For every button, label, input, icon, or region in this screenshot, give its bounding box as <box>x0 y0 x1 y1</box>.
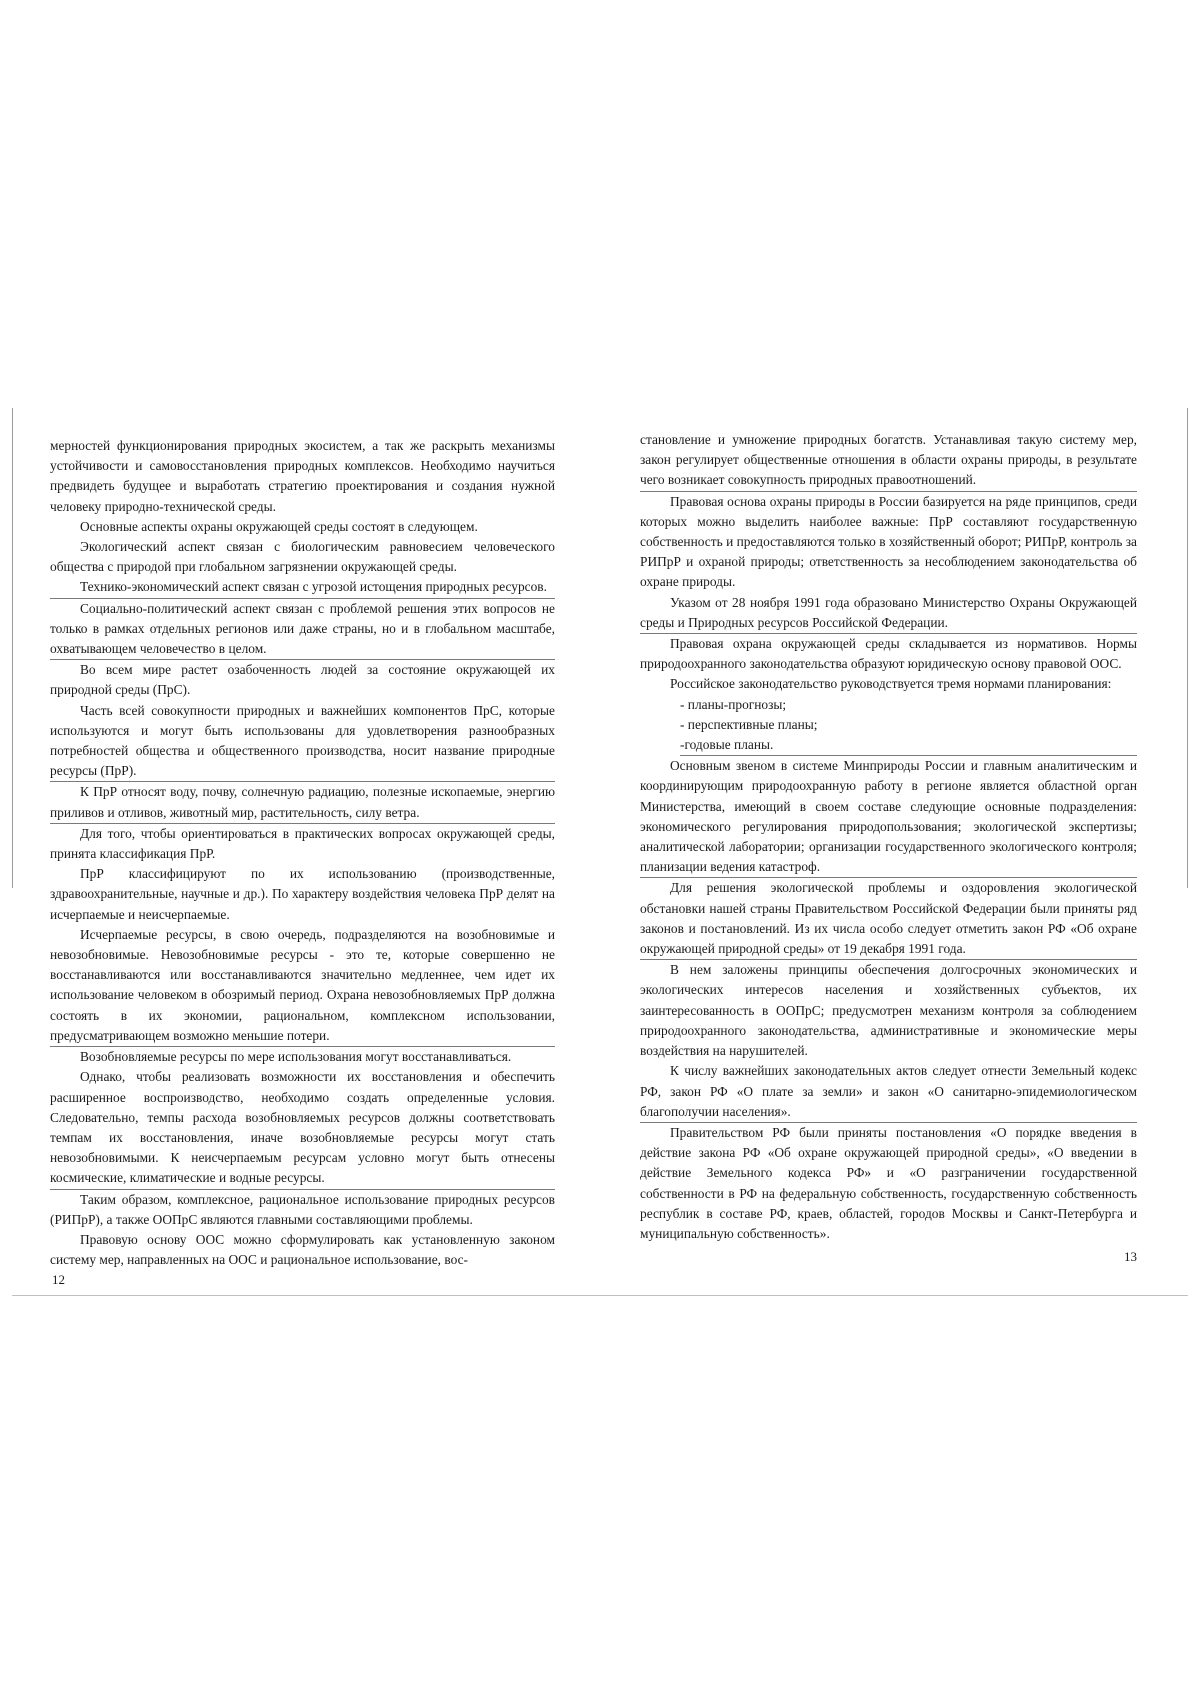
right-paragraph-2: Правовая основа охраны природы в России базируется на ряде принципов, среди которых можно выделить наиболее важные: ПрР составляют государственную собственность и предоставляются только в хозяйственный оборот; РИПрР, контроль за РИПрР и охраной природы; ответственность за несоблюдением законодательства об охране природы. <box>640 493 1137 590</box>
left-paragraph-6: Во всем мире растет озабоченность людей за состояние окружающей их природной среды (ПрС). <box>50 662 555 698</box>
page-edge-left <box>12 408 13 888</box>
left-paragraph-3: Экологический аспект связан с биологическим равновесием человеческого общества с природой при глобальном загрязнении окружающей среды. <box>50 539 555 575</box>
left-paragraph-8: К ПрР относят воду, почву, солнечную радиацию, полезные ископаемые, энергию приливов и отливов, животный мир, растительность, силу ветра. <box>50 782 555 823</box>
planning-list <box>640 695 1137 757</box>
right-page <box>640 430 1137 1244</box>
left-paragraph-12: Возобновляемые ресурсы по мере использования могут восстанавливаться. <box>80 1049 512 1065</box>
right-paragraph-9: К числу важнейших законодательных актов следует отнести Земельный кодекс РФ, закон РФ «О плате за земли» и закон «О санитарно-эпидемиологическом благополучии населения». <box>640 1061 1137 1123</box>
right-paragraph-5: Российское законодательство руководствуется тремя нормами планирования: <box>670 676 1112 692</box>
page-number-right: 13 <box>1124 1249 1137 1264</box>
left-paragraph-1: мерностей функционирования природных экосистем, а так же раскрыть механизмы устойчивости и самовосстановления природных комплексов. Необходимо научиться предвидеть будущее и выработать стратегию проектирования и создания нужной человеку природно-технической среды. <box>50 438 555 514</box>
page-edge-bottom <box>12 1295 1188 1296</box>
right-paragraph-4: Правовая охрана окружающей среды складывается из нормативов. Нормы природоохранного законодательства образуют юридическую основу правовой ООС. <box>640 636 1137 672</box>
list-item: - перспективные планы; <box>680 716 818 732</box>
right-paragraph-3: Указом от 28 ноября 1991 года образовано Министерство Охраны Окружающей среды и Природных ресурсов Российской Федерации. <box>640 593 1137 634</box>
left-paragraph-7: Часть всей совокупности природных и важнейших компонентов ПрС, которые используются и могут быть использованы для удовлетворения разнообразных потребностей общества и общественного производства, носит название природные ресурсы (ПрР). <box>50 701 555 783</box>
left-paragraph-15: Правовую основу ООС можно сформулировать как установленную законом систему мер, направленных на ООС и рациональное использование, вос- <box>50 1231 555 1268</box>
left-paragraph-5: Социально-политический аспект связан с проблемой решения этих вопросов не только в рамках отдельных регионов или даже страны, но и в глобальном масштабе, охватывающем человечество в целом. <box>50 599 555 661</box>
left-paragraph-11: Исчерпаемые ресурсы, в свою очередь, подразделяются на возобновимые и невозобновимые. Невозобновимые ресурсы - это те, которые совершенно не восстанавливаются или восстанавливаются значительно медленнее, чем идет их использование человеком в обозримый период. Охрана невозобновляемых ПрР должна состоять в их экономии, рациональном, комплексном использовании, предусматривающем возможно меньшие потери. <box>50 925 555 1047</box>
right-paragraph-10: Правительством РФ были приняты постановления «О порядке введения в действие закона РФ «Об охране окружающей природной среды», «О введении в действие Земельного кодекса РФ» и «О разграничении государственной собственности в РФ на федеральную собственность, государственную собственность республик в составе РФ, краев, областей, городов Москвы и Санкт-Петербурга и муниципальную собственность». <box>640 1124 1137 1241</box>
left-paragraph-10: ПрР классифицируют по их использованию (производственные, здравоохранительные, научные и др.). По характеру воздействия человека ПрР делят на исчерпаемые и неисчерпаемые. <box>50 866 555 922</box>
right-paragraph-1: становление и умножение природных богатств. Устанавливая такую систему мер, закон регулирует общественные отношения в области охраны природы, в результате чего возникает совокупность природных правоотношений. <box>640 430 1137 492</box>
left-paragraph-9: Для того, чтобы ориентироваться в практических вопросах окружающей среды, принята классификация ПрР. <box>50 825 555 862</box>
right-paragraph-8: В нем заложены принципы обеспечения долгосрочных экономических и экологических интересов населения и хозяйственных субъектов, их заинтересованность в ООПрС; предусмотрен механизм контроля за соблюдением природоохранного законодательства, административные и экономические меры воздействия на нарушителей. <box>640 962 1137 1059</box>
list-item: - планы-прогнозы; <box>680 696 787 712</box>
right-paragraph-6: Основным звеном в системе Минприроды России и главным аналитическим и координирующим природоохранную работу в регионе является областной орган Министерства, имеющий в своем составе следующие основные подразделения: экономического регулирования природопользования; экологической экспертизы; аналитической лаборатории; организации государственного экологического контроля; планизации ведения катастроф. <box>640 756 1137 878</box>
right-paragraph-7: Для решения экологической проблемы и оздоровления экологической обстановки нашей страны Правительством Российской Федерации были приняты ряд законов и постановлений. Из их числа особо следует отметить закон РФ «Об охране окружающей природной среды» от 19 декабря 1991 года. <box>640 878 1137 960</box>
left-paragraph-13: Однако, чтобы реализовать возможности их восстановления и обеспечить расширенное воспроизводство, необходимо создать определенные условия. Следовательно, темпы расхода возобновляемых ресурсов должны соответствовать темпам их восстановления, иначе возобновляемые ресурсы могут стать невозобновимыми. К неисчерпаемым ресурсам условно могут быть отнесены космические, климатические и водные ресурсы. <box>50 1067 555 1189</box>
list-item: -годовые планы. <box>680 735 1137 756</box>
left-paragraph-14: Таким образом, комплексное, рациональное использование природных ресурсов (РИПрР), а также ООПрС являются главными составляющими проблемы. <box>50 1191 555 1227</box>
left-page <box>50 436 555 1270</box>
left-paragraph-4: Технико-экономический аспект связан с угрозой истощения природных ресурсов. <box>50 577 555 598</box>
page-number-left: 12 <box>52 1272 65 1287</box>
page-edge-right <box>1187 408 1188 888</box>
left-paragraph-2: Основные аспекты охраны окружающей среды состоят в следующем. <box>80 518 478 534</box>
